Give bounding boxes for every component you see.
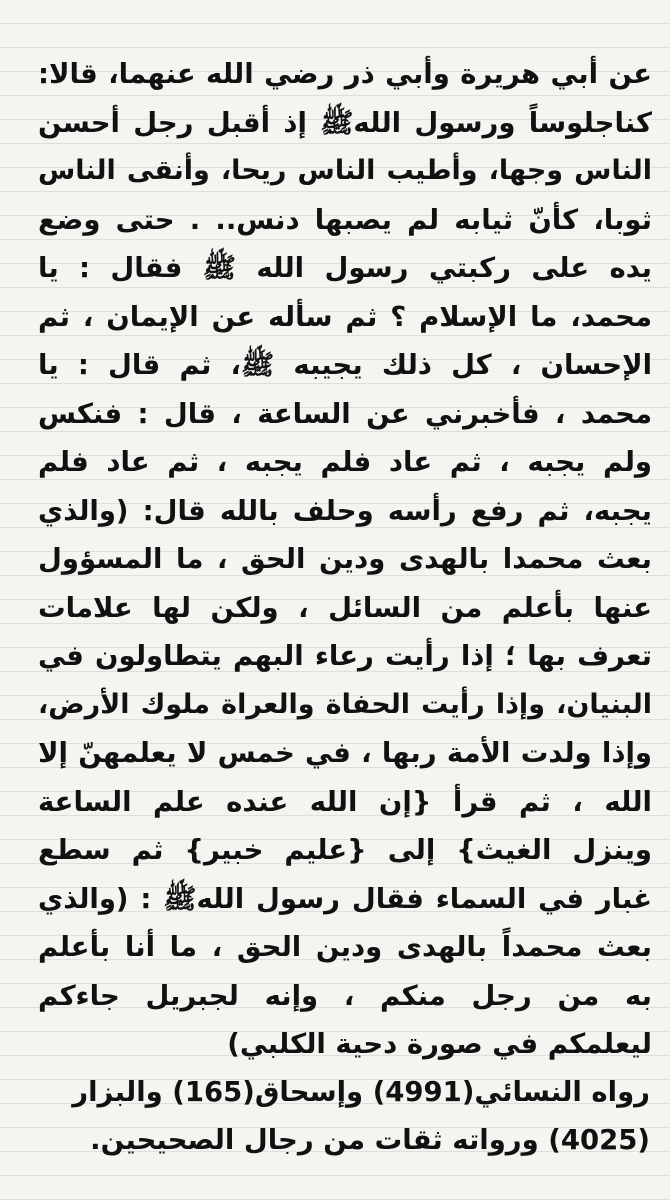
hadith-line: به من رجل منكم ، وإنه لجبريل جاءكم: [38, 979, 652, 1012]
citation-line: رواه النسائي(4991) وإسحاق(165) والبزار: [72, 1076, 650, 1108]
hadith-line: كناجلوساً ورسول اللهﷺ إذ أقبل رجل أحسن: [38, 106, 652, 139]
hadith-line: الإحسان ، كل ذلك يجيبه ﷺ، ثم قال : يا: [38, 349, 652, 381]
hadith-line: بعث محمدا بالهدى ودين الحق ، ما المسؤول: [38, 543, 652, 575]
hadith-line: محمد، ما الإسلام ؟ ثم سأله عن الإيمان ، ثم: [38, 300, 652, 333]
hadith-line: الناس وجها، وأطيب الناس ريحا، وأنقى الناس: [38, 155, 652, 186]
hadith-line: يده على ركبتي رسول الله ﷺ فقال : يا: [38, 252, 652, 284]
hadith-line: عنها بأعلم من السائل ، ولكن لها علامات: [38, 591, 652, 624]
hadith-line: غبار في السماء فقال رسول اللهﷺ : (والذي: [38, 882, 652, 915]
hadith-line: محمد ، فأخبرني عن الساعة ، قال : فنكس: [38, 397, 652, 430]
hadith-line: وإذا ولدت الأمة ربها ، في خمس لا يعلمهنّ إلا: [38, 737, 652, 769]
hadith-line: ثوبا، كأنّ ثيابه لم يصبها دنس.. . حتى وضع: [38, 203, 652, 236]
hadith-line: ولم يجبه ، ثم عاد فلم يجبه ، ثم عاد فلم: [38, 446, 652, 478]
hadith-line: تعرف بها ؛ إذا رأيت رعاء البهم يتطاولون في: [38, 640, 652, 672]
hadith-line: ليعلمكم في صورة دحية الكلبي): [227, 1028, 652, 1060]
hadith-text: [38, 50, 652, 1069]
hadith-line: وينزل الغيث} إلى {عليم خبير} ثم سطع: [38, 834, 652, 866]
hadith-line: عن أبي هريرة وأبي ذر رضي الله عنهما، قالا:: [38, 58, 652, 90]
hadith-line: البنيان، وإذا رأيت الحفاة والعراة ملوك الأرض،: [38, 688, 652, 720]
citation-line: (4025) ورواته ثقات من رجال الصحيحين.: [90, 1124, 650, 1156]
hadith-line: يجبه، ثم رفع رأسه وحلف بالله قال: (والذي: [38, 494, 652, 527]
hadith-line: الله ، ثم قرأ {إن الله عنده علم الساعة: [38, 785, 652, 818]
hadith-line: بعث محمداً بالهدى ودين الحق ، ما أنا بأعلم: [38, 931, 652, 963]
source-citation: [30, 1068, 650, 1164]
